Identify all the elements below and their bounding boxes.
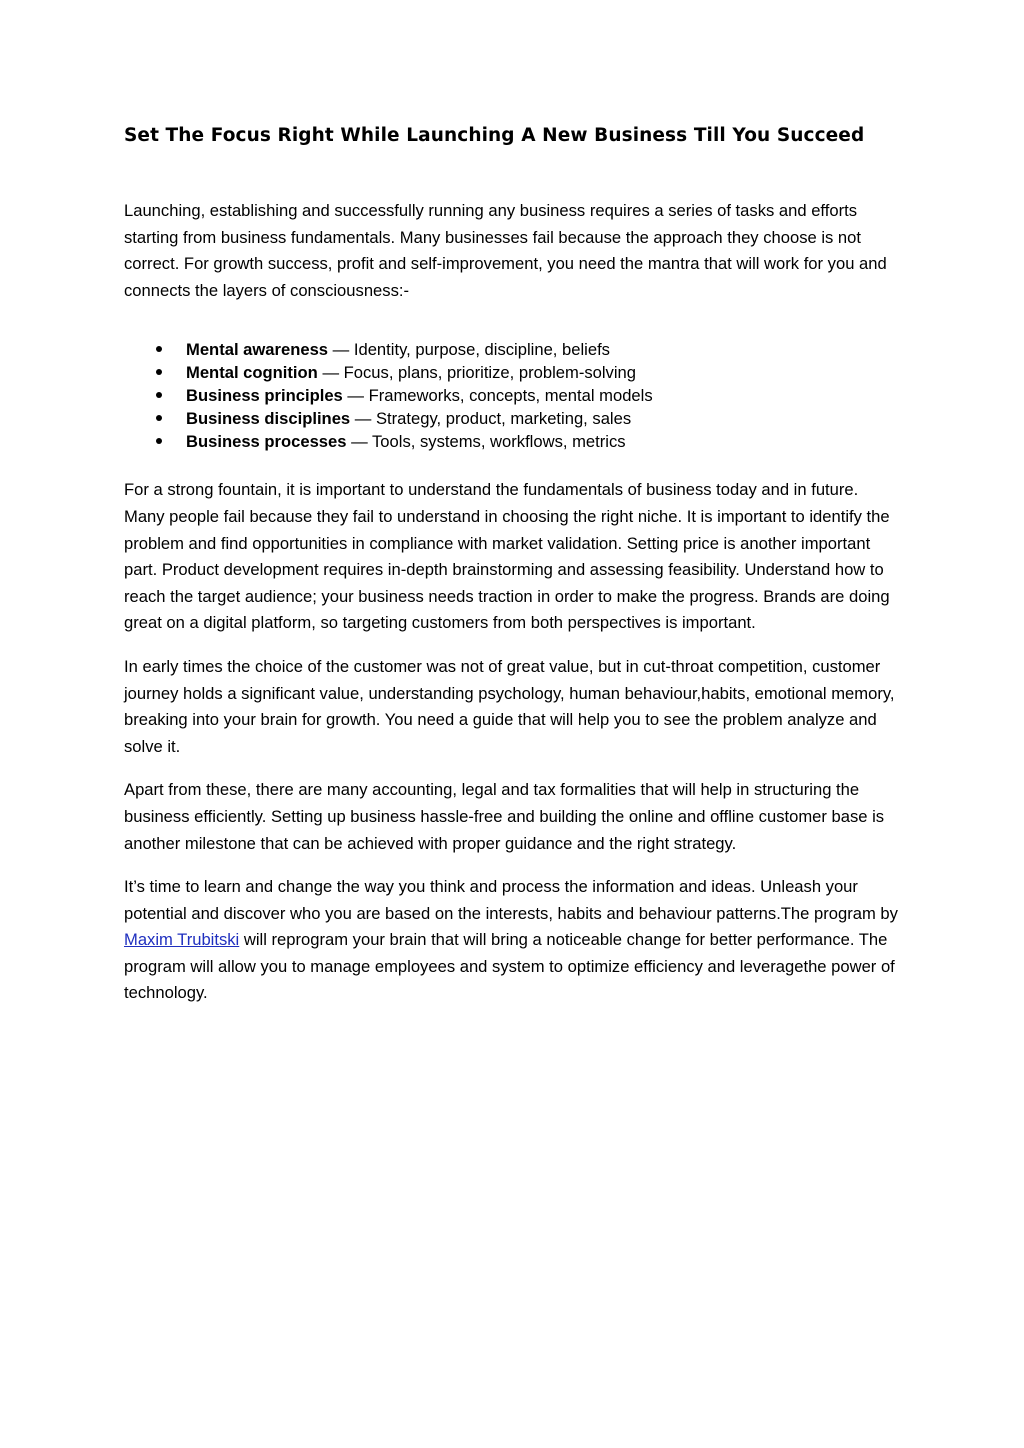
- list-item-desc: — Identity, purpose, discipline, beliefs: [328, 340, 610, 360]
- intro-paragraph: Launching, establishing and successfully running any business requires a series of tasks and efforts starting from business fundamentals. Many businesses fail because the approach they choose is not correct. For growth success, profit and self-improvement, you need the mantra that will work for you and connects the layers of consciousness:-: [124, 201, 887, 300]
- list-item-term: Mental awareness: [186, 340, 329, 360]
- list-item-term: Business principles: [186, 386, 343, 406]
- list-item: [124, 338, 900, 361]
- list-item-term: Business disciplines: [186, 409, 351, 429]
- list-item: [124, 407, 900, 430]
- maxim-trubitski-link[interactable]: Maxim Trubitski: [124, 930, 240, 950]
- list-item-term: Mental cognition: [186, 363, 318, 383]
- bullet-icon: [156, 346, 162, 352]
- list-item: [124, 384, 900, 407]
- bullet-icon: [156, 438, 162, 444]
- bullet-icon: [156, 415, 162, 421]
- list-item-desc: — Frameworks, concepts, mental models: [342, 386, 653, 406]
- list-item-term: Business processes: [186, 432, 347, 452]
- consciousness-layers-list: [124, 338, 900, 453]
- program-text-before-link: It’s time to learn and change the way you think and process the information and ideas. Unleash your potential and discover who you are based on the interests, habits and behaviour patterns.The program by: [124, 877, 898, 923]
- formalities-paragraph: Apart from these, there are many accounting, legal and tax formalities that will help in structuring the business efficiently. Setting up business hassle-free and building the online and offline customer base is another milestone that can be achieved with proper guidance and the right strategy.: [124, 780, 885, 853]
- list-item-desc: — Strategy, product, marketing, sales: [350, 409, 632, 429]
- document-title: Set The Focus Right While Launching A New Business Till You Succeed: [124, 125, 865, 146]
- list-item: [124, 430, 900, 453]
- fundamentals-paragraph: For a strong fountain, it is important to understand the fundamentals of business today and in future. Many people fail because they fail to understand in choosing the right niche. It is important to identify the problem and find opportunities in compliance with market validation. Setting price is another important part. Product development requires in-depth brainstorming and assessing feasibility. Understand how to reach the target audience; your business needs traction in order to make the progress. Brands are doing great on a digital platform, so targeting customers from both perspectives is important.: [124, 480, 890, 633]
- bullet-icon: [156, 392, 162, 398]
- program-paragraph: [124, 874, 900, 1007]
- document-page: [124, 122, 900, 1024]
- list-item-desc: — Tools, systems, workflows, metrics: [346, 432, 626, 452]
- customer-journey-paragraph: In early times the choice of the customer was not of great value, but in cut-throat competition, customer journey holds a significant value, understanding psychology, human behaviour,habits, emotional memory, breaking into your brain for growth. You need a guide that will help you to see the problem analyze and solve it.: [124, 656, 895, 756]
- program-text-after-link: will reprogram your brain that will bring a noticeable change for better performance. The program will allow you to manage employees and system to optimize efficiency and leveragethe power of technology.: [124, 930, 895, 1003]
- bullet-icon: [156, 369, 162, 375]
- list-item: [124, 361, 900, 384]
- list-item-desc: — Focus, plans, prioritize, problem-solving: [317, 363, 636, 383]
